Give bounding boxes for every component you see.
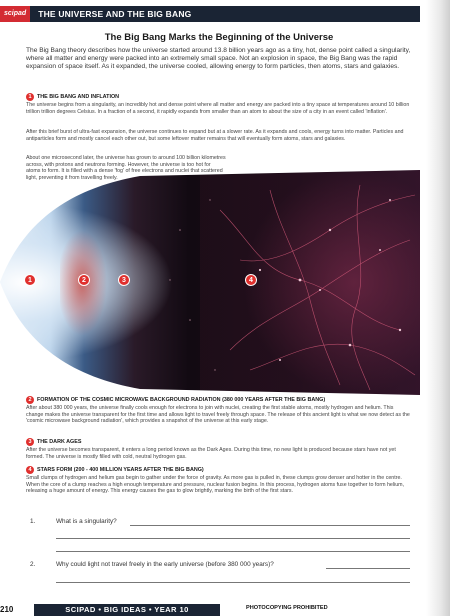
section-heading-4 — [26, 466, 412, 474]
section-header-bar — [0, 6, 420, 22]
section-1-paragraph-3: About one microsecond later, the universe has grown to around 100 billion kilometres across, with protons and neutrons forming. However, the universe is too hot for atoms to form. It is filled with a dense 'fog' of free electrons and nuclei that scattered light, preventing it from travelling freely. — [26, 155, 226, 181]
answer-line[interactable] — [56, 582, 410, 583]
page-edge-shadow — [426, 0, 450, 616]
timeline-marker-3: 3 — [118, 274, 130, 286]
timeline-marker-1: 1 — [24, 274, 36, 286]
question-number: 2. — [30, 561, 36, 568]
big-bang-timeline-illustration — [0, 170, 420, 395]
copyright-notice: PHOTOCOPYING PROHIBITED — [246, 605, 328, 611]
timeline-marker-2: 2 — [78, 274, 90, 286]
answer-line[interactable] — [56, 538, 410, 539]
question-number: 1. — [30, 518, 36, 525]
timeline-marker-4: 4 — [245, 274, 257, 286]
section-heading-1 — [26, 93, 412, 101]
page-title: The Big Bang Marks the Beginning of the Universe — [104, 32, 334, 43]
answer-line[interactable] — [326, 568, 410, 569]
section-1-paragraph-1: The universe begins from a singularity, an incredibly hot and dense point where all matter and energy are packed into a tiny space at temperatures around 10 billion trillion trillion degrees Celsius. In a fraction of a second, it rapidly expands from smaller than an atom to about the size of a city in an event called 'inflation'. — [26, 102, 410, 115]
section-heading-text: FORMATION OF THE COSMIC MICROWAVE BACKGROUND RADIATION (380 000 YEARS AFTER THE BIG BANG) — [37, 397, 326, 403]
section-4-paragraph: Small clumps of hydrogen and helium gas begin to gather under the force of gravity. As more gas is pulled in, these clumps grow denser and hotter in the centre. When the core of a clump reaches a high enough temperature and pressure, nuclear fusion begins. In this process, hydrogen atoms fuse together to form helium, releasing a huge amount of energy. This energy causes the gas to glow brightly, marking the birth of the first stars. — [26, 475, 405, 495]
answer-line[interactable] — [56, 551, 410, 552]
section-heading-text: THE BIG BANG AND INFLATION — [37, 94, 120, 100]
section-number-badge: 2 — [26, 396, 34, 404]
section-3-paragraph: After the universe becomes transparent, it enters a long period known as the Dark Ages. During this time, no new light is produced because stars have not yet formed. The universe is mostly filled with cold, neutral hydrogen gas. — [26, 447, 396, 460]
section-number-badge: 1 — [26, 93, 34, 101]
universe-expansion-artwork — [0, 170, 420, 395]
question-text: Why could light not travel freely in the early universe (before 380 000 years)? — [56, 561, 274, 568]
section-title: THE UNIVERSE AND THE BIG BANG — [38, 9, 192, 19]
answer-line[interactable] — [130, 525, 410, 526]
section-heading-text: STARS FORM (200 - 400 MILLION YEARS AFTER THE BIG BANG) — [37, 467, 204, 473]
book-title-bar: SCIPAD • BIG IDEAS • YEAR 10 — [34, 604, 220, 616]
intro-paragraph: The Big Bang theory describes how the universe started around 13.8 billion years ago as a tiny, hot, dense point called a singularity, where all matter and energy were packed into an extremely small space. Not an explosion in space, the Big Bang was the rapid expansion of space itself. As it expanded, the universe cooled, allowing energy to form particles, then atoms, stars and galaxies. — [26, 47, 411, 71]
section-heading-text: THE DARK AGES — [37, 439, 82, 445]
section-heading-3 — [26, 438, 412, 446]
page-number: 210 — [0, 605, 14, 614]
brand-logo: scipad — [0, 6, 30, 22]
section-heading-2 — [26, 396, 412, 404]
question-text: What is a singularity? — [56, 518, 117, 525]
page-footer — [0, 604, 450, 616]
section-number-badge: 4 — [26, 466, 34, 474]
section-2-paragraph: After about 380 000 years, the universe finally cools enough for electrons to join with nuclei, creating the first stable atoms, mostly hydrogen and helium. This change makes the universe transparent for the first time and allows light to travel freely through space. The release of this ancient light is what we now detect as the 'cosmic microwave background radiation', which provides a snapshot of the universe at this early stage. — [26, 405, 410, 425]
section-1-paragraph-2: After this brief burst of ultra-fast expansion, the universe continues to expand but at a slower rate. As it expands and cools, energy turns into matter. Particles and antiparticles form and mostly cancel each other out, but some leftover matter remains that will eventually form atoms, stars and galaxies. — [26, 129, 404, 142]
section-number-badge: 3 — [26, 438, 34, 446]
